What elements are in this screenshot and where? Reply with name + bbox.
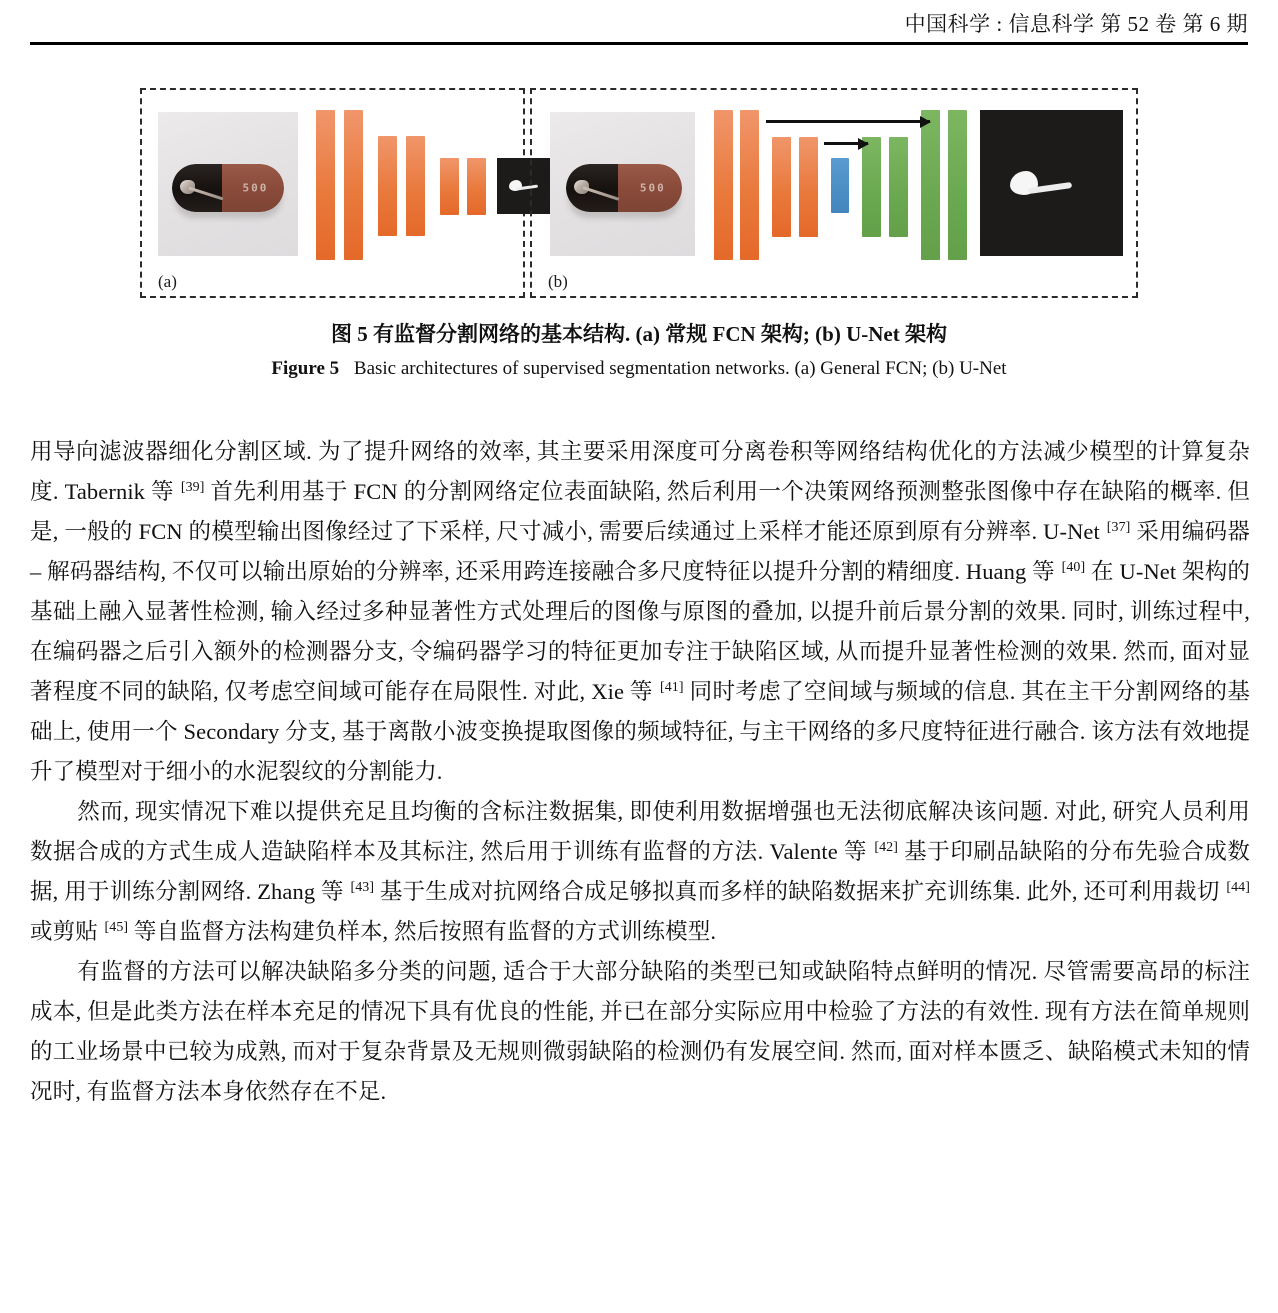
figure-caption-chinese: 图 5 有监督分割网络的基本结构. (a) 常规 FCN 架构; (b) U-Net 架构 — [331, 322, 947, 346]
p2-seg-4: 或剪贴 — [30, 919, 104, 944]
paragraph-3: 有监督的方法可以解决缺陷多分类的问题, 适合于大部分缺陷的类型已知或缺陷特点鲜明的情况. 尽管需要高昂的标注成本, 但是此类方法在样本充足的情况下具有优良的性能, 并已在部分实际应用中检验了方法的有效性. 现有方法在简单规则的工业场景中已较为成熟, 而对于复杂背景及无规则微弱缺陷的检测仍有发展空间. 然而, 面对样本匮乏、缺陷模式未知的情况时, 有监督方法本身依然存在不足. — [30, 959, 1250, 1104]
fcn-conv-block-4 — [406, 136, 425, 236]
panel-label-b: (b) — [548, 272, 568, 291]
skip-connection-arrow-outer — [766, 120, 930, 123]
citation-40: [40] — [1061, 559, 1086, 575]
fcn-architecture-diagram — [142, 90, 523, 296]
figure-caption-english-lead: Figure 5 — [271, 358, 340, 380]
unet-decoder-block-4 — [948, 110, 967, 260]
p1-seg-2: 首先利用基于 FCN 的分割网络定位表面缺陷, 然后利用一个决策网络预测整张图像中存在缺陷的概率. 但是, 一般的 FCN 的模型输出图像经过了下采样, 尺寸减小, 需要后续通过上采样才能还原到原有分辨率. U-Net — [30, 479, 1250, 544]
fcn-conv-block-6 — [467, 158, 486, 215]
input-image-a — [158, 112, 298, 256]
fcn-conv-block-2 — [344, 110, 363, 260]
p2-seg-3: 基于生成对抗网络合成足够拟真而多样的缺陷数据来扩充训练集. 此外, 还可利用裁切 — [374, 879, 1226, 904]
unet-encoder-block-3 — [772, 137, 791, 237]
journal-header-text: 中国科学 : 信息科学 第 52 卷 第 6 期 — [904, 12, 1248, 36]
figure-caption-english — [140, 356, 1138, 382]
citation-42: [42] — [874, 839, 898, 855]
pill-imprint-b: 500 — [639, 181, 666, 195]
figure-panel-a — [140, 88, 525, 298]
header-rule — [30, 42, 1248, 45]
p2-seg-5: 等自监督方法构建负样本, 然后按照有监督的方式训练模型. — [128, 919, 717, 944]
figure-caption-english-body: Basic architectures of supervised segmentation networks. (a) General FCN; (b) U-Net — [353, 358, 1007, 380]
unet-decoder-block-3 — [921, 110, 940, 260]
panel-label-a: (a) — [158, 272, 177, 291]
page-header — [30, 8, 1248, 38]
pill-imprint-a: 500 — [242, 181, 269, 195]
citation-45: [45] — [104, 919, 129, 935]
p2-seg-1: 然而, 现实情况下难以提供充足且均衡的含标注数据集, 即使利用数据增强也无法彻底解决该问题. 对此, 研究人员利用数据合成的方式生成人造缺陷样本及其标注, 然后用于训练有监督的方法. Valente 等 — [30, 799, 1250, 864]
p2-seg-2: 基于印刷品缺陷的分布先验合成数据, 用于训练分割网络. Zhang 等 — [30, 839, 1251, 904]
citation-43: [43] — [350, 879, 375, 895]
skip-connection-arrow-inner — [824, 142, 868, 145]
citation-37: [37] — [1106, 519, 1131, 535]
unet-bottleneck-block — [831, 158, 849, 213]
p1-seg-3: 采用编码器 – 解码器结构, 不仅可以输出原始的分辨率, 还采用跨连接融合多尺度特征以提升分割的精细度. Huang 等 — [30, 519, 1250, 584]
figure-panels — [140, 88, 1138, 298]
fcn-conv-block-3 — [378, 136, 397, 236]
p1-seg-4: 在 U-Net 架构的基础上融入显著性检测, 输入经过多种显著性方式处理后的图像与原图的叠加, 以提升前后景分割的效果. 同时, 训练过程中, 在编码器之后引入额外的检测器分支, 令编码器学习的特征更加专注于缺陷区域, 从而提升显著性检测的效果. 然而, 面对显著程度不同的缺陷, 仅考虑空间域可能存在局限性. 对此, Xie 等 — [30, 559, 1250, 704]
unet-encoder-block-4 — [799, 137, 818, 237]
fcn-conv-block-1 — [316, 110, 335, 260]
unet-decoder-block-1 — [862, 137, 881, 237]
unet-encoder-block-2 — [740, 110, 759, 260]
fcn-conv-block-5 — [440, 158, 459, 215]
unet-encoder-block-1 — [714, 110, 733, 260]
citation-44: [44] — [1226, 879, 1250, 895]
p1-seg-5: 同时考虑了空间域与频域的信息. 其在主干分割网络的基础上, 使用一个 Secondary 分支, 基于离散小波变换提取图像的频域特征, 与主干网络的多尺度特征进行融合. 该方法有效地提升了模型对于细小的水泥裂纹的分割能力. — [30, 679, 1250, 784]
unet-decoder-block-2 — [889, 137, 908, 237]
paragraph-1 — [30, 432, 1250, 792]
figure-panel-b — [530, 88, 1138, 298]
citation-39: [39] — [180, 479, 205, 495]
output-mask-b — [980, 110, 1123, 256]
article-body — [30, 432, 1250, 1112]
paragraph-2 — [30, 792, 1250, 952]
figure-5 — [140, 88, 1138, 382]
unet-architecture-diagram — [532, 90, 1136, 296]
p1-seg-1: 用导向滤波器细化分割区域. 为了提升网络的效率, 其主要采用深度可分离卷积等网络结构优化的方法减少模型的计算复杂度. Tabernik 等 — [30, 439, 1250, 504]
citation-41: [41] — [659, 679, 684, 695]
input-image-b — [550, 112, 695, 256]
